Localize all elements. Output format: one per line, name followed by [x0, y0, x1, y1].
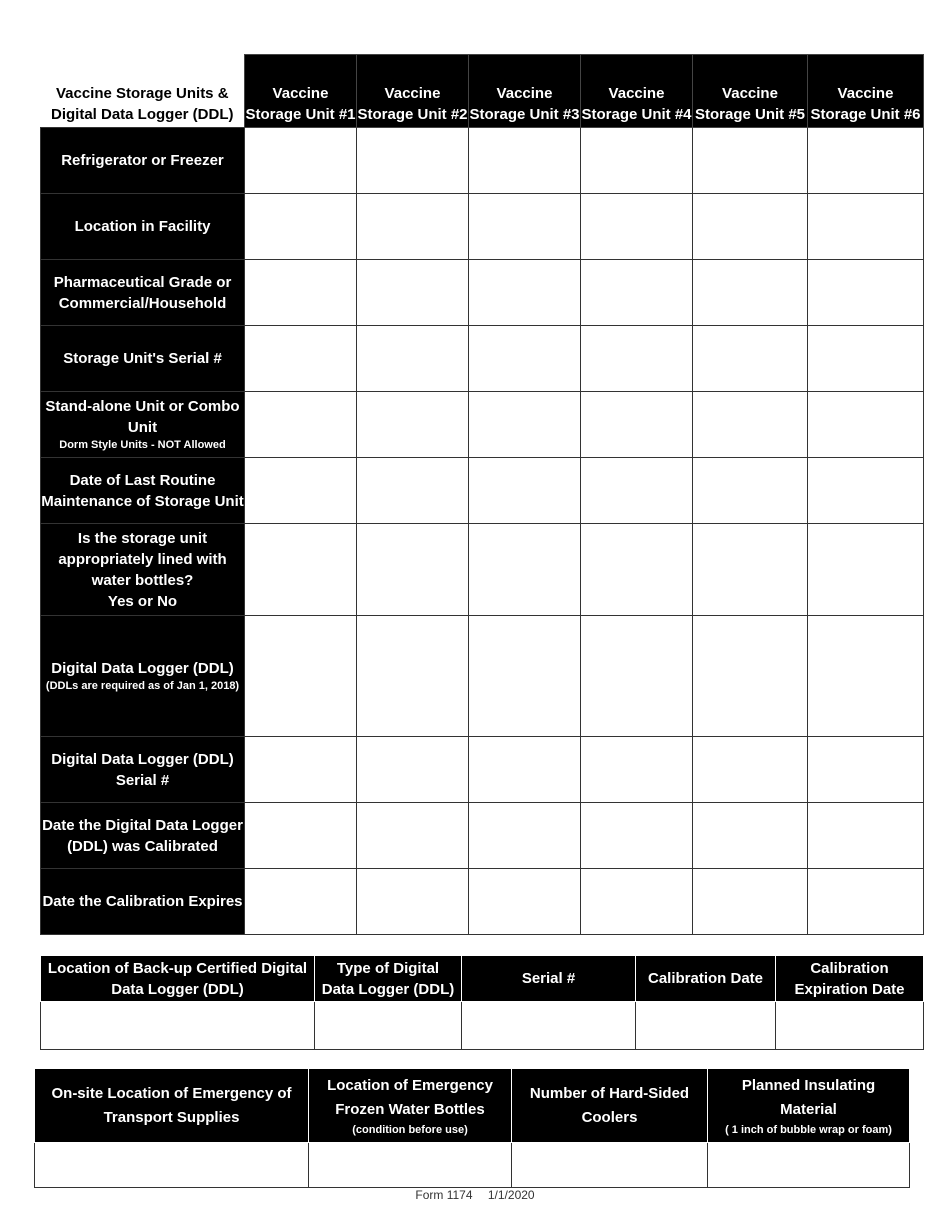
row-header-ddl-serial	[41, 737, 245, 803]
table-cell[interactable]	[808, 194, 924, 260]
table-cell[interactable]	[808, 869, 924, 935]
header-label: Location of Emergency Frozen Water Bottles	[327, 1076, 493, 1118]
form-date: 1/1/2020	[487, 1188, 535, 1202]
table-cell[interactable]	[693, 803, 808, 869]
table-cell[interactable]	[245, 128, 357, 194]
table-cell[interactable]	[309, 1143, 512, 1188]
vaccine-storage-table	[40, 54, 924, 935]
backup-ddl-table	[40, 955, 924, 1050]
table-cell[interactable]	[469, 737, 581, 803]
table-cell[interactable]	[581, 869, 693, 935]
table-cell[interactable]	[469, 260, 581, 326]
form-number: Form 1174	[415, 1188, 473, 1202]
table-cell[interactable]	[245, 458, 357, 524]
row-yes-no: Yes or No	[107, 592, 178, 610]
row-header-pharmaceutical-grade	[41, 260, 245, 326]
header-calibration-date: Calibration Date	[636, 956, 776, 1002]
column-header-unit-6: Vaccine Storage Unit #6	[808, 55, 924, 128]
column-header-unit-3: Vaccine Storage Unit #3	[469, 55, 581, 128]
table-cell[interactable]	[245, 326, 357, 392]
table-cell[interactable]	[581, 260, 693, 326]
row-header-calibration-expires	[41, 869, 245, 935]
table-cell[interactable]	[512, 1143, 708, 1188]
row-header-digital-data-logger	[41, 616, 245, 737]
table-cell[interactable]	[469, 128, 581, 194]
row-label: Date the Calibration Expires	[42, 893, 243, 910]
table-cell[interactable]	[693, 458, 808, 524]
table-cell[interactable]	[708, 1143, 910, 1188]
emergency-supplies-table	[34, 1068, 910, 1188]
table-cell[interactable]	[357, 524, 469, 616]
row-header-stand-alone-or-combo	[41, 392, 245, 458]
row-header-refrigerator-or-freezer	[41, 128, 245, 194]
row-header-ddl-calibrated-date	[41, 803, 245, 869]
table-cell[interactable]	[808, 128, 924, 194]
table-cell[interactable]	[808, 326, 924, 392]
table-cell[interactable]	[636, 1002, 776, 1050]
table-cell[interactable]	[581, 128, 693, 194]
row-label: Pharmaceutical Grade or Commercial/Household	[53, 273, 232, 312]
table-cell[interactable]	[357, 737, 469, 803]
table-cell[interactable]	[245, 616, 357, 737]
table-cell[interactable]	[469, 616, 581, 737]
table-cell[interactable]	[315, 1002, 462, 1050]
table-cell[interactable]	[357, 260, 469, 326]
row-label: Location in Facility	[74, 218, 211, 235]
table-cell[interactable]	[469, 194, 581, 260]
table-cell[interactable]	[808, 260, 924, 326]
table-cell[interactable]	[469, 458, 581, 524]
header-insulating-material	[708, 1069, 910, 1143]
header-note: ( 1 inch of bubble wrap or foam)	[725, 1123, 892, 1136]
table-cell[interactable]	[693, 260, 808, 326]
table-cell[interactable]	[693, 869, 808, 935]
table-cell[interactable]	[245, 869, 357, 935]
table-cell[interactable]	[41, 1002, 315, 1050]
table-cell[interactable]	[808, 458, 924, 524]
table-cell[interactable]	[469, 524, 581, 616]
table-cell[interactable]	[245, 392, 357, 458]
table-cell[interactable]	[693, 524, 808, 616]
table-cell[interactable]	[693, 392, 808, 458]
table-cell[interactable]	[245, 524, 357, 616]
table-cell[interactable]	[357, 869, 469, 935]
table-cell[interactable]	[357, 326, 469, 392]
column-header-unit-1: Vaccine Storage Unit #1	[245, 55, 357, 128]
row-label: Date the Digital Data Logger (DDL) was Calibrated	[42, 816, 243, 855]
table-cell[interactable]	[581, 458, 693, 524]
table-cell[interactable]	[245, 803, 357, 869]
table-cell[interactable]	[693, 194, 808, 260]
form-footer	[0, 1188, 950, 1202]
header-frozen-water-bottles	[309, 1069, 512, 1143]
table-cell[interactable]	[581, 616, 693, 737]
table-cell[interactable]	[357, 803, 469, 869]
table-cell[interactable]	[462, 1002, 636, 1050]
header-calibration-expiration: Calibration Expiration Date	[776, 956, 924, 1002]
table-cell[interactable]	[581, 194, 693, 260]
header-hard-sided-coolers	[512, 1069, 708, 1143]
header-label: On-site Location of Emergency of Transport Supplies	[51, 1084, 292, 1126]
table-cell[interactable]	[35, 1143, 309, 1188]
table-cell[interactable]	[693, 737, 808, 803]
header-ddl-type: Type of Digital Data Logger (DDL)	[315, 956, 462, 1002]
table-cell[interactable]	[469, 869, 581, 935]
row-label: Stand-alone Unit or Combo Unit	[45, 398, 240, 436]
row-header-last-maintenance-date	[41, 458, 245, 524]
table-cell[interactable]	[581, 392, 693, 458]
row-label: Storage Unit's Serial #	[63, 350, 222, 367]
table-cell[interactable]	[693, 128, 808, 194]
table-cell[interactable]	[357, 616, 469, 737]
row-note: Dorm Style Units - NOT Allowed	[59, 439, 226, 451]
table-cell[interactable]	[357, 128, 469, 194]
table-cell[interactable]	[357, 458, 469, 524]
table-cell[interactable]	[357, 392, 469, 458]
row-header-location-in-facility	[41, 194, 245, 260]
table-cell[interactable]	[581, 803, 693, 869]
header-emergency-transport-location	[35, 1069, 309, 1143]
table-cell[interactable]	[808, 616, 924, 737]
table-cell[interactable]	[808, 803, 924, 869]
row-label: Date of Last Routine Maintenance of Storage Unit	[41, 471, 244, 510]
table-cell[interactable]	[693, 326, 808, 392]
table-cell[interactable]	[581, 524, 693, 616]
table-cell[interactable]	[581, 326, 693, 392]
row-label: Digital Data Logger (DDL) Serial #	[51, 750, 234, 789]
table-corner-label: Vaccine Storage Units & Digital Data Logger (DDL)	[41, 55, 245, 128]
table-cell[interactable]	[808, 392, 924, 458]
header-serial: Serial #	[462, 956, 636, 1002]
table-cell[interactable]	[469, 803, 581, 869]
table-cell[interactable]	[245, 737, 357, 803]
header-label: Number of Hard-Sided Coolers	[529, 1084, 690, 1126]
column-header-unit-5: Vaccine Storage Unit #5	[693, 55, 808, 128]
table-cell[interactable]	[245, 194, 357, 260]
table-cell[interactable]	[581, 737, 693, 803]
table-cell[interactable]	[245, 260, 357, 326]
row-header-water-bottles	[41, 524, 245, 616]
row-note: (DDLs are required as of Jan 1, 2018)	[45, 680, 240, 692]
header-backup-ddl-location: Location of Back-up Certified Digital Data Logger (DDL)	[41, 956, 315, 1002]
header-note: (condition before use)	[352, 1123, 468, 1136]
row-label: Is the storage unit appropriately lined with water bottles?	[58, 529, 227, 589]
row-label: Refrigerator or Freezer	[61, 152, 224, 169]
row-header-storage-unit-serial	[41, 326, 245, 392]
table-cell[interactable]	[693, 616, 808, 737]
column-header-unit-2: Vaccine Storage Unit #2	[357, 55, 469, 128]
row-label: Digital Data Logger (DDL)	[51, 660, 234, 677]
table-cell[interactable]	[469, 326, 581, 392]
header-label: Planned Insulating Material	[741, 1076, 876, 1118]
table-cell[interactable]	[776, 1002, 924, 1050]
table-cell[interactable]	[357, 194, 469, 260]
table-cell[interactable]	[469, 392, 581, 458]
column-header-unit-4: Vaccine Storage Unit #4	[581, 55, 693, 128]
table-cell[interactable]	[808, 524, 924, 616]
table-cell[interactable]	[808, 737, 924, 803]
